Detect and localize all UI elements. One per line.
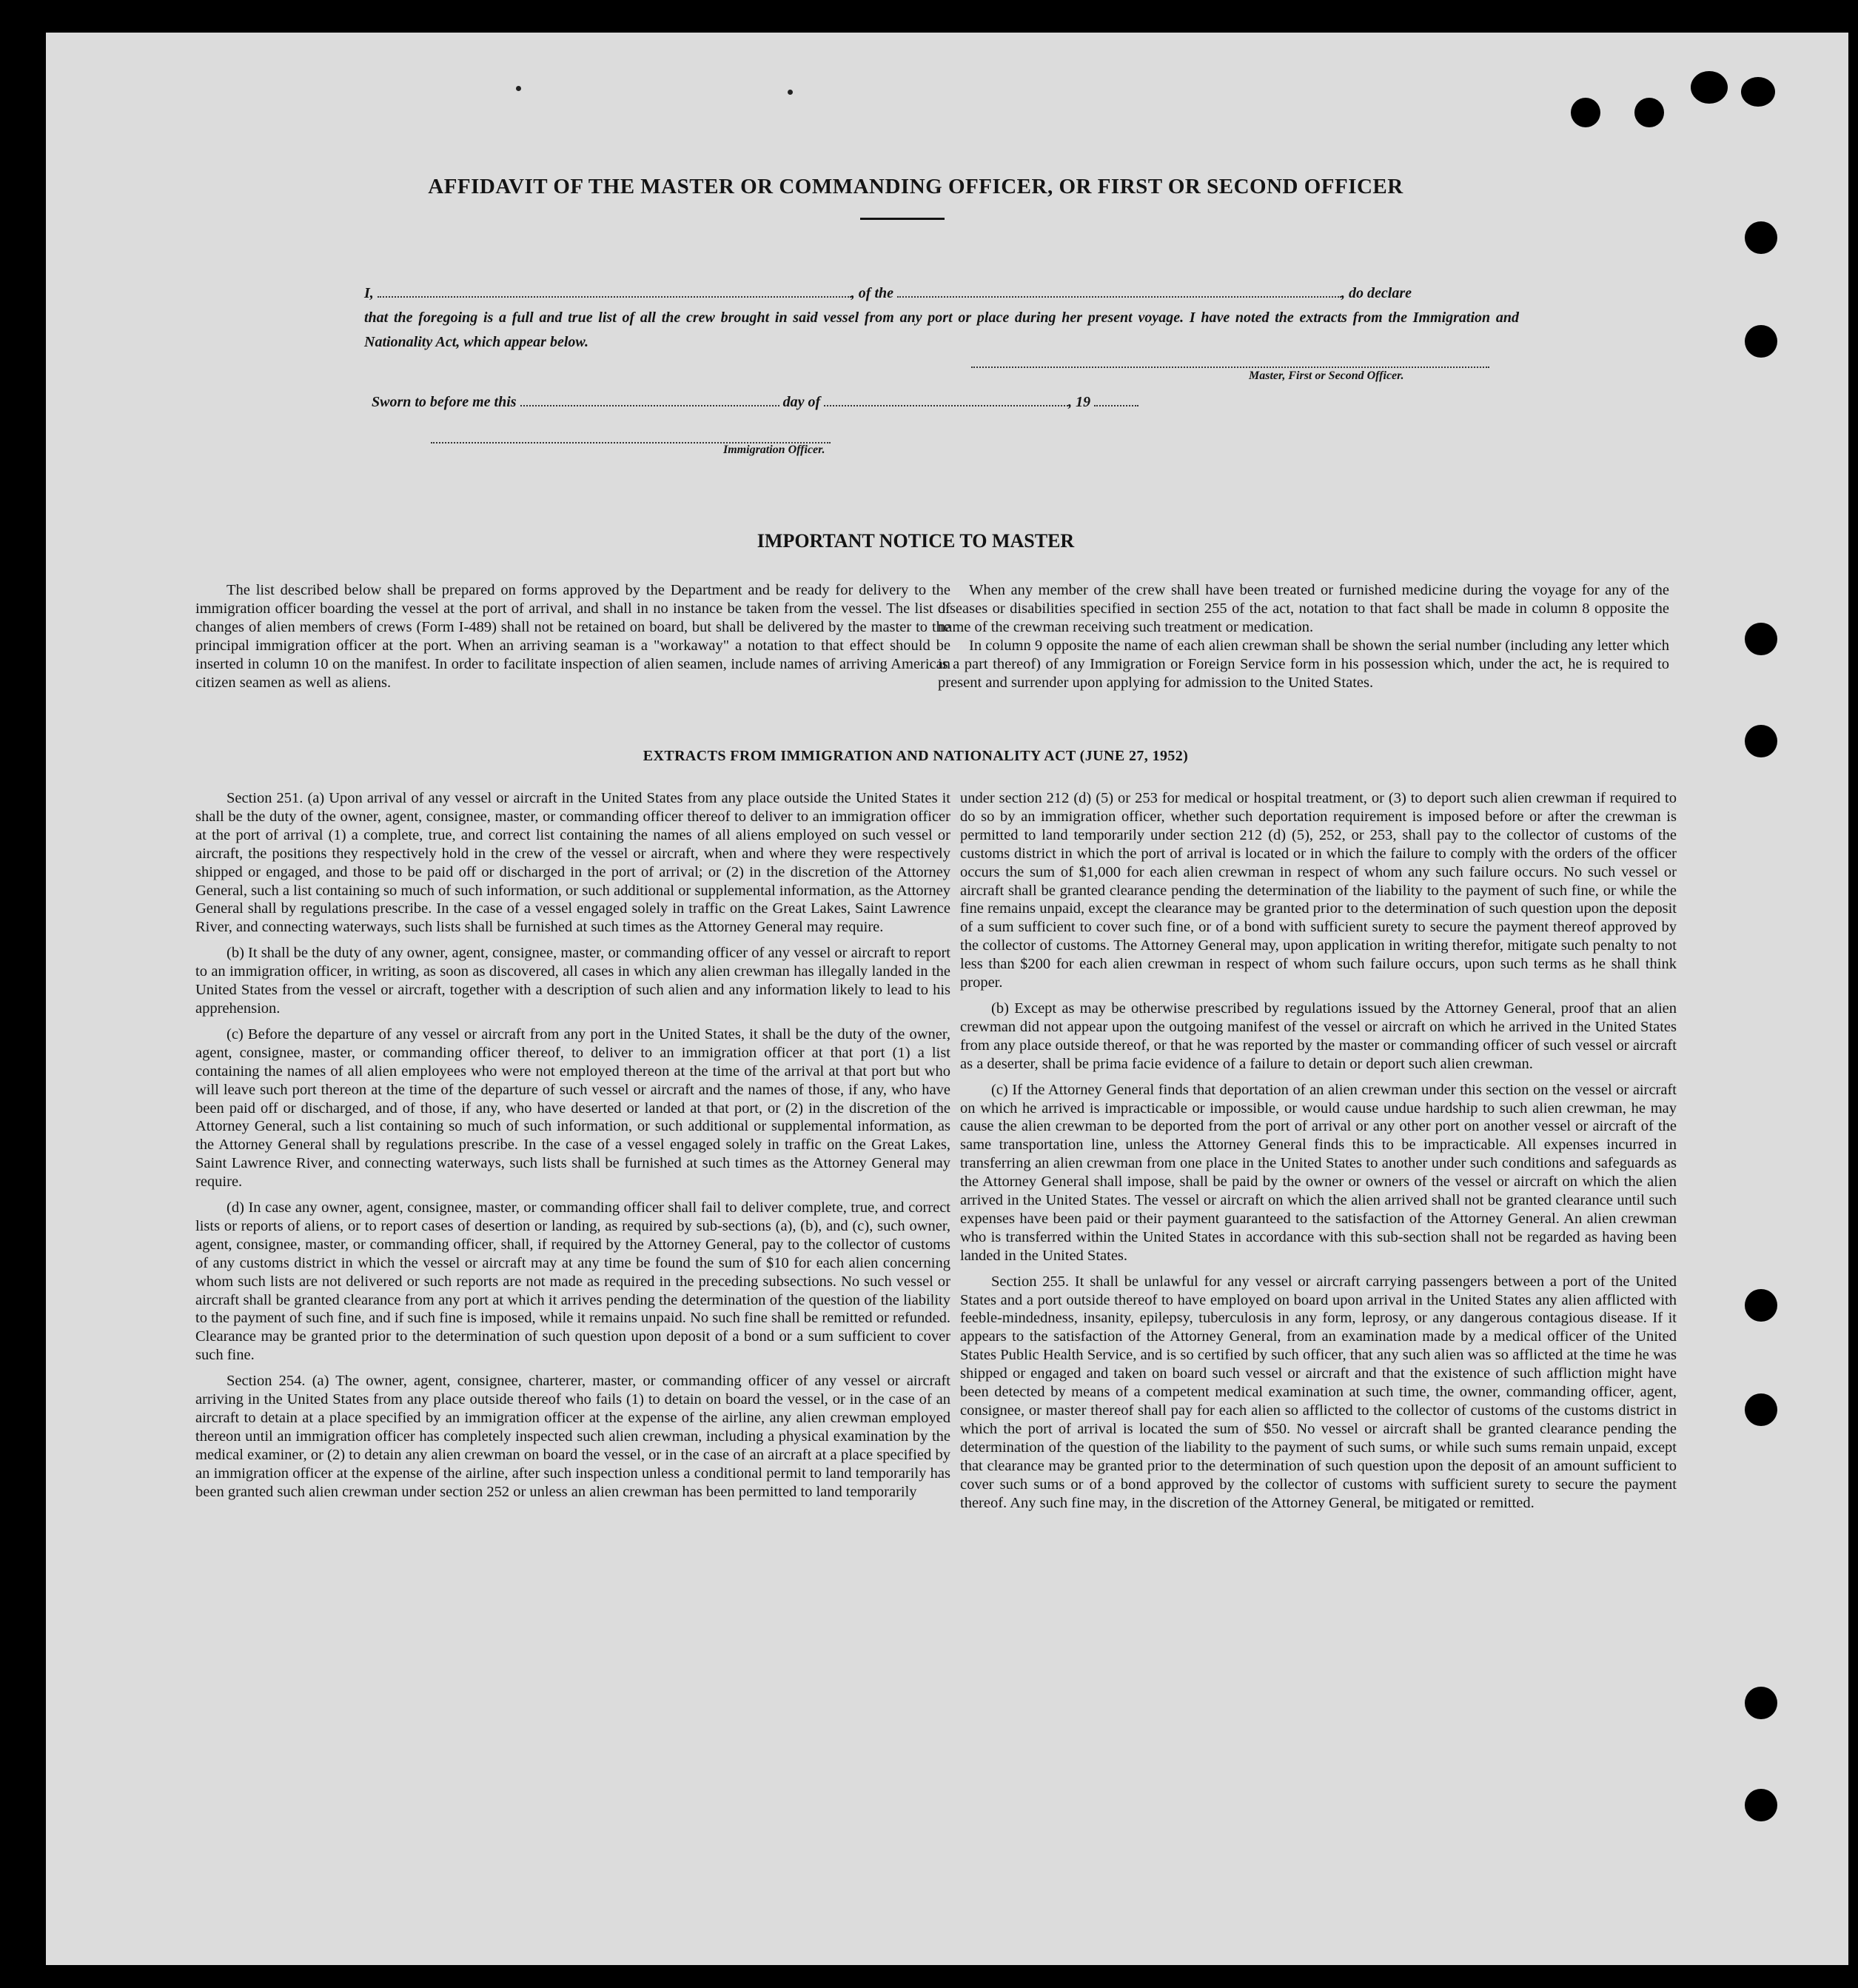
extracts-title: EXTRACTS FROM IMMIGRATION AND NATIONALITY ACT (JUNE 27, 1952): [643, 748, 1189, 764]
document-page: [46, 33, 1848, 1965]
section-251-d: (d) In case any owner, agent, consignee, master, or commanding officer shall fail to deliver complete, true, and correct lists or reports of aliens, or to report cases of desertion or landing, as required by sub-sections (a), (b), and (c), such owner, agent, consignee, master, or commanding officer, shall, if required by the Attorney General, pay to the collector of customs of any customs district in which the vessel or aircraft may at any time be found the sum of $10 for each alien concerning whom such lists are not delivered or such reports are not made as required in the preceding subsections. No such vessel or aircraft shall be granted clearance from any port at which it arrives pending the determination of the question of the liability to the payment of such fine, and if such fine is imposed, while it remains unpaid. No such fine shall be remitted or refunded. Clearance may be granted prior to the determination of such question upon deposit of a bond or a sum sufficient to cover such fine.: [195, 1199, 950, 1364]
notice-title: IMPORTANT NOTICE TO MASTER: [757, 530, 1075, 552]
extracts-right-column: [960, 789, 1677, 1512]
do-declare-label: , do declare: [1341, 285, 1412, 301]
notice-paragraph: The list described below shall be prepared on forms approved by the Department and be ready for delivery to the immigration officer boarding the vessel at the port of arrival, and shall in no instance be taken from the vessel. The list of changes of alien members of crews (Form I-489) shall not be retained on board, but shall be delivered by the master to the principal immigration officer at the port. When an arriving seaman is a "workaway" a notation to that effect should be inserted in column 10 on the manifest. In order to facilitate inspection of alien seamen, include names of arriving American citizen seamen as well as aliens.: [195, 582, 950, 691]
section-254-c: (c) If the Attorney General finds that deportation of an alien crewman under this section on the vessel or aircraft on which he arrived is impracticable or impossible, or would cause undue hardship to such alien crewman, he may cause the alien crewman to be deported from the port of arrival or any other port on another vessel or aircraft of the same transportation line, unless the Attorney General finds this to be impracticable. All expenses incurred in transferring an alien crewman from one place in the United States to another under such conditions and safeguards as the Attorney General shall impose, shall be paid by the owner or owners of the vessel or aircraft on which the alien arrived in the United States. The vessel or aircraft on which the alien arrived shall not be granted clearance until such expenses have been paid or their payment guaranteed to the satisfaction of the Attorney General. An alien crewman who is transferred within the United States in accordance with this sub-section shall not be regarded as having been landed in the United States.: [960, 1081, 1677, 1264]
punch-hole: [1745, 1789, 1777, 1821]
notice-right-column: [938, 581, 1669, 692]
punch-hole: [1745, 1393, 1777, 1426]
punch-hole: [1745, 221, 1777, 254]
month-blank[interactable]: [824, 404, 1068, 406]
master-signature-label: Master, First or Second Officer.: [1249, 369, 1404, 382]
name-blank[interactable]: [378, 295, 851, 298]
section-254-b: (b) Except as may be otherwise prescribed by regulations issued by the Attorney General, proof that an alien crewman did not appear upon the outgoing manifest of the vessel or aircraft on which he arrived in the United States from any place outside thereof, or that he was reported by the master or commanding officer of such vessel or aircraft as a deserter, shall be prima facie evidence of a failure to detain or deport such alien crewman.: [960, 1000, 1677, 1072]
section-251-c: (c) Before the departure of any vessel or aircraft from any port in the United States, it shall be the duty of the owner, agent, consignee, master, or commanding officer thereof, to deliver to an immigration officer at that port (1) a list containing the names of all alien employees who were not employed thereon at the time of the arrival at that port but who will leave such port thereon at the time of the departure of such vessel or aircraft and the names of those, if any, who have been paid off or discharged, and of those, if any, who have deserted or landed at that port, or (2) in the discretion of the Attorney General, such a list containing so much of such information, or such additional or supplemental information, as the Attorney General shall by regulations prescribe. In the case of a vessel engaged solely in traffic on the Great Lakes, Saint Lawrence River, and connecting waterways, such lists shall be furnished at such times as the Attorney General may require.: [195, 1025, 950, 1191]
i-label: I,: [364, 285, 374, 301]
notice-paragraph: In column 9 opposite the name of each alien crewman shall be shown the serial number (including any letter which is a part thereof) of any Immigration or Foreign Service form in his possession which, under the act, he is required to present and surrender upon applying for admission to the United States.: [938, 637, 1669, 691]
notice-left-column: [195, 581, 950, 692]
day-of-label: day of: [782, 394, 821, 410]
punch-hole: [1745, 325, 1777, 358]
punch-hole: [1571, 98, 1600, 127]
punch-hole: [1741, 77, 1775, 107]
of-the-label: , of the: [851, 285, 894, 301]
ink-speck: [788, 90, 793, 95]
year-label: , 19: [1068, 394, 1091, 410]
punch-hole: [1634, 98, 1664, 127]
year-blank[interactable]: [1094, 404, 1138, 406]
section-254-a-cont: under section 212 (d) (5) or 253 for medical or hospital treatment, or (3) to deport such alien crewman if required to do so by an immigration officer, whether such deportation requirement is imposed before or after the crewman is permitted to land temporarily under section 212 (d) (5), 252, or 253, shall pay to the collector of customs of the customs district in which the port of arrival is located or in which the failure to comply with the orders of the officer occurs the sum of $1,000 for each alien crewman in respect of whom any such failure occurs. No such vessel or aircraft shall be granted clearance pending the determination of the liability to the payment of such fine, or while the fine remains unpaid, except the clearance may be granted prior to the determination of such question upon the deposit of a sum sufficient to cover such fine, or of a bond with sufficient surety to secure the payment thereof approved by the collector of customs. The Attorney General may, upon application in writing therefor, mitigate such penalty to not less than $200 for each alien crewman in respect of whom such failure occurs, upon such terms as he shall think proper.: [960, 790, 1677, 991]
punch-hole: [1745, 725, 1777, 757]
affidavit-title: AFFIDAVIT OF THE MASTER OR COMMANDING OFFICER, OR FIRST OR SECOND OFFICER: [428, 175, 1403, 198]
title-rule: [860, 218, 945, 220]
declaration-line: [364, 281, 1519, 306]
sworn-label: Sworn to before me this: [372, 394, 517, 410]
section-251-a: Section 251. (a) Upon arrival of any vessel or aircraft in the United States from any place outside the United States it shall be the duty of the owner, agent, consignee, master, or commanding officer thereof to deliver to an immigration officer at the port of arrival (1) a complete, true, and correct list containing the names of all aliens employed on such vessel or aircraft, the positions they respectively hold in the crew of the vessel or aircraft, when and where they were respectively shipped or engaged, and those to be paid off or discharged in the port of arrival; or (2) in the discretion of the Attorney General, such a list containing so much of such information, or such additional or supplemental information, as the Attorney General shall by regulations prescribe. In the case of a vessel engaged solely in traffic on the Great Lakes, Saint Lawrence River, and connecting waterways, such lists shall be furnished at such times as the Attorney General may require.: [195, 790, 950, 936]
ink-speck: [516, 86, 521, 91]
declaration-block: [364, 281, 1519, 355]
punch-hole: [1745, 623, 1777, 655]
extracts-left-column: [195, 789, 950, 1502]
punch-hole: [1691, 71, 1728, 104]
section-255: Section 255. It shall be unlawful for any vessel or aircraft carrying passengers between a port of the United States and a port outside thereof to have employed on board upon arrival in the United States any alien afflicted with feeble-mindedness, insanity, epilepsy, tuberculosis in any form, leprosy, or any dangerous contagious disease. If it appears to the satisfaction of the Attorney General, from an examination made by a medical officer of the United States Public Health Service, and is so certified by such officer, that any such alien was so afflicted at the time he was shipped or engaged and taken on board such vessel or aircraft and that the existence of such affliction might have been detected by means of a competent medical examination at such time, the owner, commanding officer, agent, consignee, or master thereof shall pay for each alien so afflicted to the collector of customs of the customs district in which the port of arrival is located the sum of $50. No vessel or aircraft shall be granted clearance pending the determination of the question of the liability to the payment of such sums, or while such sums remain unpaid, except that clearance may be granted prior to the determination of such question upon the deposit of an amount sufficient to cover such sums or of a bond approved by the collector of customs with sufficient surety to secure the payment thereof. Any such fine may, in the discretion of the Attorney General, be mitigated or remitted.: [960, 1273, 1677, 1511]
immigration-officer-label: Immigration Officer.: [723, 444, 825, 456]
vessel-blank[interactable]: [897, 295, 1341, 298]
section-251-b: (b) It shall be the duty of any owner, agent, consignee, master, or commanding officer of any vessel or aircraft to report to an immigration officer, in writing, as soon as discovered, all cases in which any alien crewman has illegally landed in the United States from the vessel or aircraft, together with a description of such alien and any information likely to lead to his apprehension.: [195, 945, 950, 1017]
punch-hole: [1745, 1687, 1777, 1719]
sworn-line: [372, 394, 1138, 411]
notice-paragraph: When any member of the crew shall have been treated or furnished medicine during the voyage for any of the diseases or disabilities specified in section 255 of the act, notation to that fact shall be made in column 8 opposite the name of the crewman receiving such treatment or medication.: [938, 582, 1669, 635]
punch-hole: [1745, 1289, 1777, 1322]
section-254-a: Section 254. (a) The owner, agent, consignee, charterer, master, or commanding officer of any vessel or aircraft arriving in the United States from any place outside thereof who fails (1) to detain on board the vessel, or in the case of an aircraft to detain at a place specified by an immigration officer at the expense of the airline, any alien crewman employed thereon until an immigration officer has completely inspected such alien crewman, including a physical examination by the medical examiner, or (2) to detain any alien crewman on board the vessel, or in the case of an aircraft at a place specified by an immigration officer at the expense of the airline, after such inspection unless a conditional permit to land temporarily has been granted such alien crewman under section 252 or unless an alien crewman has been permitted to land temporarily: [195, 1373, 950, 1500]
declaration-text: that the foregoing is a full and true list of all the crew brought in said vessel from any port or place during her present voyage. I have noted the extracts from the Immigration and Nationality Act, which appear below.: [364, 309, 1519, 350]
day-blank[interactable]: [520, 404, 779, 406]
master-signature-blank[interactable]: [971, 367, 1489, 368]
